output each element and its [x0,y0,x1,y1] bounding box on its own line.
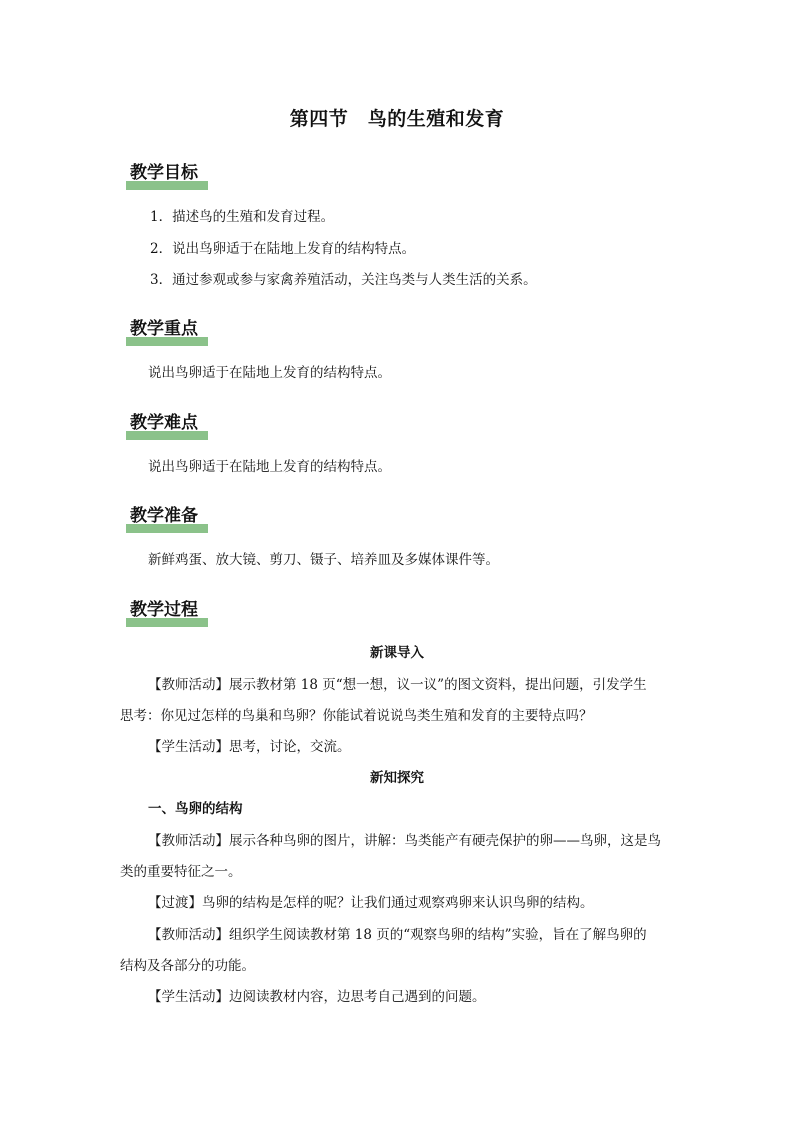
paragraph-2: 【过渡】鸟卵的结构是怎样的呢？让我们通过观察鸡卵来认识鸟卵的结构。 [148,895,594,911]
heading-objectives-text: 教学目标 [130,163,198,183]
intro-teacher-line-2: 思考：你见过怎样的鸟巢和鸟卵？你能试着说说鸟类生殖和发育的主要特点吗？ [120,708,593,724]
paragraph-4: 【学生活动】边阅读教材内容，边思考自己遇到的问题。 [148,989,486,1005]
objective-item-1: 1．描述鸟的生殖和发育过程。 [150,209,335,225]
page-title: 第四节 鸟的生殖和发育 [289,108,505,130]
heading-preparation-text: 教学准备 [130,506,198,526]
heading-key-points [126,316,198,346]
heading-process [126,597,198,627]
heading-difficulties-text: 教学难点 [130,413,198,433]
heading-preparation [126,503,198,533]
heading-process-text: 教学过程 [130,600,198,620]
objective-item-2: 2．说出鸟卵适于在陆地上发育的结构特点。 [150,241,416,257]
heading-difficulties [126,410,198,440]
heading-objectives [126,160,198,190]
preparation-text: 新鲜鸡蛋、放大镜、剪刀、镊子、培养皿及多媒体课件等。 [148,552,499,568]
heading-key-points-text: 教学重点 [130,319,198,339]
paragraph-3-line-2: 结构及各部分的功能。 [120,958,255,974]
difficulties-text: 说出鸟卵适于在陆地上发育的结构特点。 [148,459,391,475]
intro-title: 新课导入 [370,645,424,661]
explore-title: 新知探究 [370,770,424,786]
paragraph-1-line-2: 类的重要特征之一。 [120,864,242,880]
paragraph-1-line-1: 【教师活动】展示各种鸟卵的图片，讲解：鸟类能产有硬壳保护的卵——鸟卵，这是鸟 [148,833,661,849]
intro-teacher-line-1: 【教师活动】展示教材第 18 页“想一想，议一议”的图文资料，提出问题，引发学生 [148,677,647,693]
objective-item-3: 3．通过参观或参与家禽养殖活动，关注鸟类与人类生活的关系。 [150,272,537,288]
subsection-title: 一、鸟卵的结构 [148,801,243,817]
intro-student: 【学生活动】思考，讨论，交流。 [148,739,351,755]
key-points-text: 说出鸟卵适于在陆地上发育的结构特点。 [148,365,391,381]
paragraph-3-line-1: 【教师活动】组织学生阅读教材第 18 页的“观察鸟卵的结构”实验，旨在了解鸟卵的 [148,927,647,943]
